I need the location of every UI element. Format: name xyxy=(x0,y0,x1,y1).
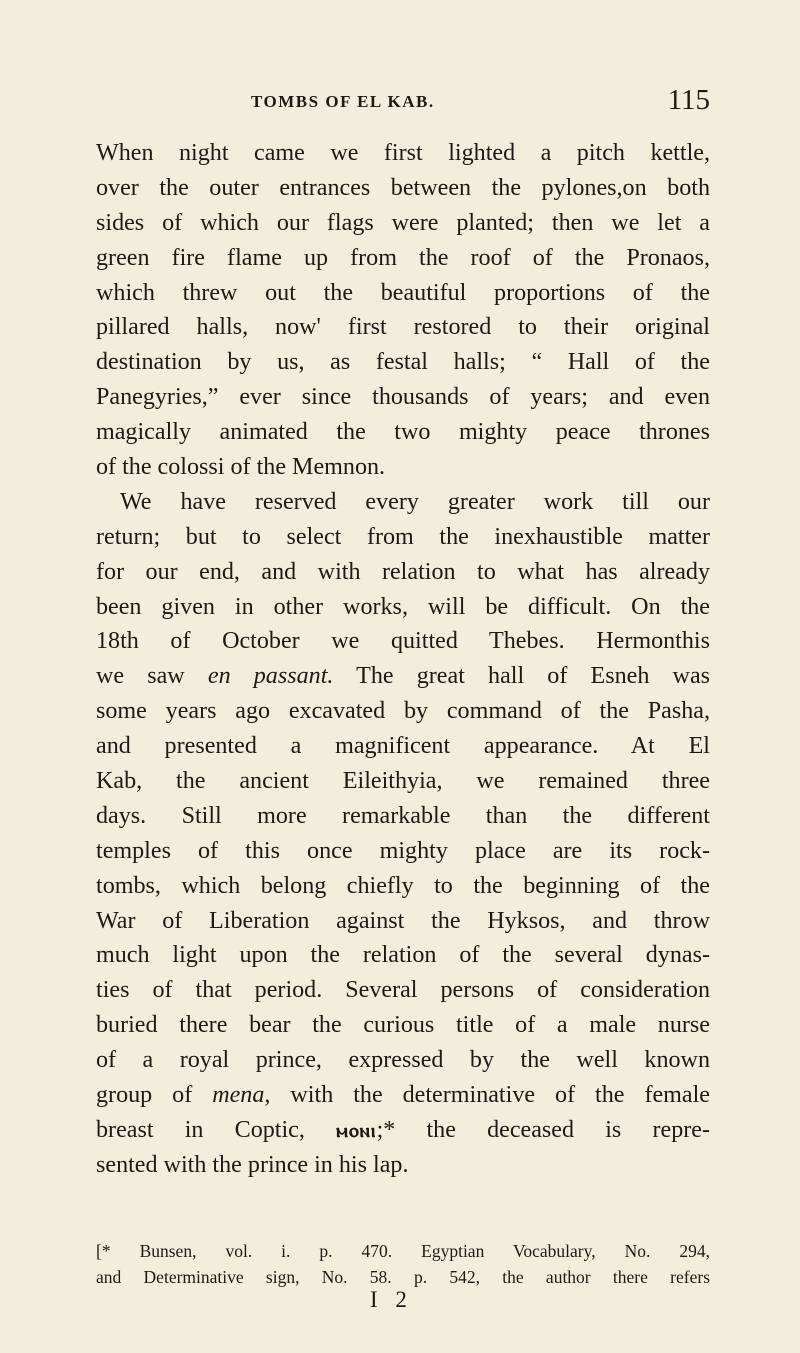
paragraph-1 xyxy=(96,136,710,485)
text-line: temples of this once mighty place are its rock- xyxy=(96,837,710,864)
text-line: ties of that period. Several persons of consideration xyxy=(96,977,710,1004)
text-run: ;* the deceased is repre- xyxy=(376,1116,710,1143)
text-line xyxy=(96,1078,710,1113)
text-line: We have reserved every greater work till our xyxy=(120,488,710,515)
text-line: of the colossi of the Memnon. xyxy=(96,454,386,481)
text-line: sented with the prince in his lap. xyxy=(96,1151,409,1178)
text-line: sides of which our flags were planted; then we let a xyxy=(96,209,710,236)
running-head: TOMBS OF EL KAB. xyxy=(251,92,435,111)
text-line: Kab, the ancient Eileithyia, we remained three xyxy=(96,768,710,795)
text-line: which threw out the beautiful proportions of the xyxy=(96,279,710,306)
text-line: been given in other works, will be difficult. On the xyxy=(96,593,710,620)
footnote xyxy=(96,1238,710,1290)
text-line: much light upon the relation of the several dynas- xyxy=(96,942,710,969)
text-line: some years ago excavated by command of the Pasha, xyxy=(96,698,710,725)
text-line xyxy=(96,1113,710,1148)
text-run: group of xyxy=(96,1082,193,1109)
text-line: When night came we first lighted a pitch kettle, xyxy=(96,140,710,166)
text-line: over the outer entrances between the pylones,on both xyxy=(96,174,710,201)
text-line: magically animated the two mighty peace thrones xyxy=(96,419,710,446)
page-number: 115 xyxy=(667,84,710,116)
text-line: return; but to select from the inexhaustible matter xyxy=(96,523,710,550)
text-line: days. Still more remarkable than the different xyxy=(96,802,710,829)
text-line: 18th of October we quitted Thebes. Hermonthis xyxy=(96,628,710,655)
italic-phrase: en passant. xyxy=(207,663,334,690)
signature-mark: I 2 xyxy=(370,1287,413,1312)
coptic-word: ⲙⲟⲛⲓ xyxy=(336,1117,377,1142)
text-line: and presented a magnificent appearance. At El xyxy=(96,733,710,760)
text-line: Panegyries,” ever since thousands of years; and even xyxy=(96,384,710,411)
body-text xyxy=(96,136,710,1183)
text-run: The great hall of Esneh was xyxy=(356,663,711,690)
footnote-line: [* Bunsen, vol. i. p. 470. Egyptian Vocabulary, No. 294, xyxy=(96,1241,710,1261)
text-line: pillared halls, now' first restored to their original xyxy=(96,314,710,341)
text-line xyxy=(96,659,710,694)
text-run: breast in Coptic, xyxy=(96,1116,305,1143)
page-header xyxy=(96,84,710,128)
text-run: with the determinative of the female xyxy=(290,1082,710,1109)
text-line: War of Liberation against the Hyksos, and throw xyxy=(96,907,710,934)
text-line: tombs, which belong chiefly to the beginning of the xyxy=(96,872,710,899)
text-run: we saw xyxy=(96,663,185,690)
italic-word: mena, xyxy=(212,1082,271,1109)
text-line: destination by us, as festal halls; “ Hall of the xyxy=(96,349,710,376)
text-line: for our end, and with relation to what has already xyxy=(96,558,710,585)
text-line: of a royal prince, expressed by the well known xyxy=(96,1047,710,1074)
text-line: buried there bear the curious title of a male nurse xyxy=(96,1012,710,1039)
text-line: green fire flame up from the roof of the Pronaos, xyxy=(96,244,710,271)
footnote-line: and Determinative sign, No. 58. p. 542, the author there refers xyxy=(96,1267,710,1287)
paragraph-2 xyxy=(96,485,710,1183)
